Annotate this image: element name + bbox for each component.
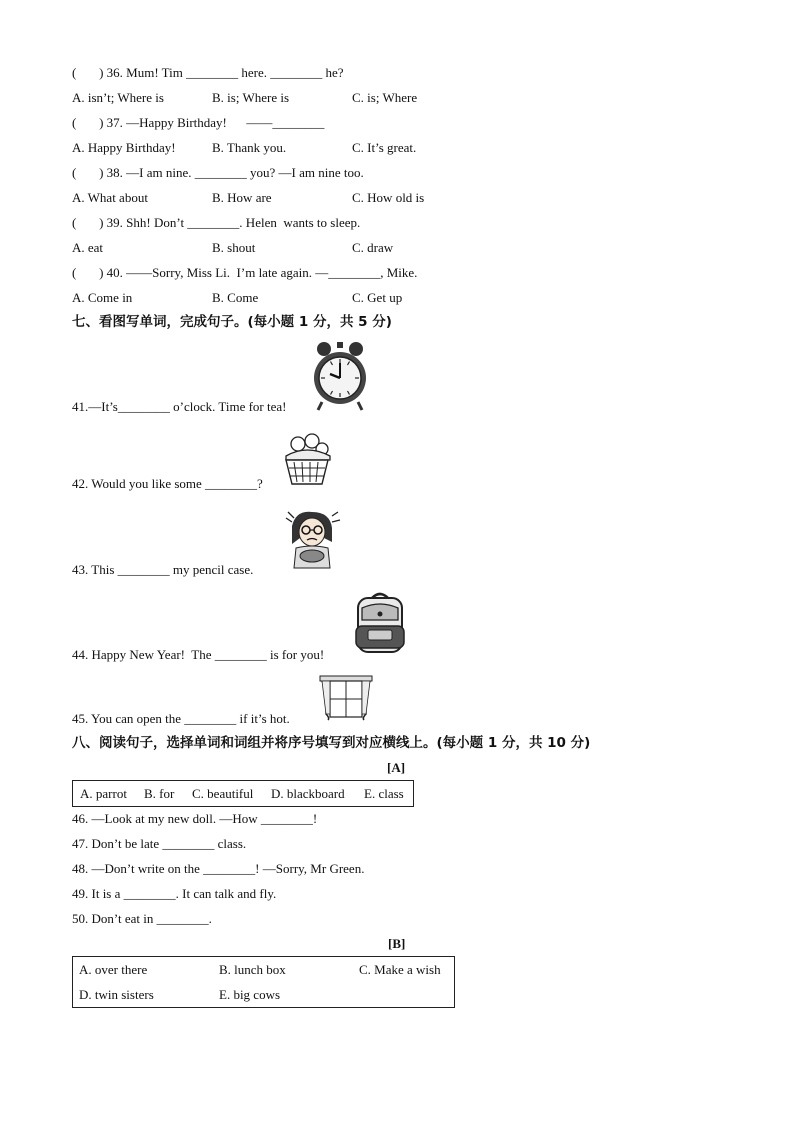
question-39-stem: ( ) 39. Shh! Don’t ________. Helen wants to sleep. [72, 215, 361, 230]
option-a: A. isn’t; Where is [72, 90, 164, 105]
word-b: B. lunch box [219, 962, 286, 977]
crying-girl-icon [282, 508, 342, 570]
section8-heading: 八、阅读句子，选择单词和词组并将序号填写到对应横线上。(每小题 1 分，共 10 分) [72, 735, 591, 751]
part-a-word-bank [72, 780, 414, 807]
word-c: C. Make a wish [359, 962, 441, 977]
question-37-stem: ( ) 37. —Happy Birthday! ——________ [72, 115, 325, 130]
question-38-options [72, 189, 492, 207]
question-48: 48. —Don’t write on the ________! —Sorry, Mr Green. [72, 861, 365, 876]
part-b-label: [B] [388, 936, 406, 951]
option-c: C. It’s great. [352, 140, 417, 155]
word-a: A. over there [79, 962, 148, 977]
question-36-options [72, 89, 492, 107]
window-icon [318, 674, 374, 722]
question-50: 50. Don’t eat in ________. [72, 911, 212, 926]
option-c: C. Get up [352, 290, 403, 305]
question-43: 43. This ________ my pencil case. [72, 562, 254, 577]
word-d: D. twin sisters [79, 987, 154, 1002]
question-37-options [72, 139, 492, 157]
section7-heading: 七、看图写单词，完成句子。(每小题 1 分，共 5 分) [72, 314, 392, 330]
question-49: 49. It is a ________. It can talk and fly. [72, 886, 277, 901]
option-a: A. Come in [72, 290, 133, 305]
word-c: C. beautiful [192, 786, 254, 801]
question-46: 46. —Look at my new doll. —How ________! [72, 811, 318, 826]
word-e: E. class [364, 786, 404, 801]
word-d: D. blackboard [271, 786, 345, 801]
question-40-stem: ( ) 40. ——Sorry, Miss Li. I’m late again. —________, Mike. [72, 265, 418, 280]
option-b: B. Come [212, 290, 259, 305]
schoolbag-icon [350, 590, 410, 654]
option-c: C. draw [352, 240, 394, 255]
option-c: C. How old is [352, 190, 425, 205]
part-b-word-bank [72, 956, 455, 1008]
option-b: B. shout [212, 240, 256, 255]
question-47: 47. Don’t be late ________ class. [72, 836, 247, 851]
alarm-clock-icon [310, 340, 370, 412]
word-e: E. big cows [219, 987, 281, 1002]
question-41: 41.—It’s________ o’clock. Time for tea! [72, 399, 287, 414]
question-44: 44. Happy New Year! The ________ is for you! [72, 647, 325, 662]
question-45: 45. You can open the ________ if it’s hot. [72, 711, 290, 726]
question-40-options [72, 289, 492, 307]
cake-icon [278, 430, 336, 488]
option-a: A. Happy Birthday! [72, 140, 176, 155]
option-b: B. How are [212, 190, 272, 205]
question-42: 42. Would you like some ________? [72, 476, 263, 491]
word-b: B. for [144, 786, 175, 801]
option-a: A. eat [72, 240, 104, 255]
option-a: A. What about [72, 190, 148, 205]
question-39-options [72, 239, 492, 257]
question-38-stem: ( ) 38. —I am nine. ________ you? —I am nine too. [72, 165, 364, 180]
option-b: B. is; Where is [212, 90, 290, 105]
word-a: A. parrot [80, 786, 127, 801]
option-c: C. is; Where [352, 90, 418, 105]
option-b: B. Thank you. [212, 140, 287, 155]
part-a-label: [A] [387, 760, 406, 775]
question-36-stem: ( ) 36. Mum! Tim ________ here. ________ he? [72, 65, 344, 80]
